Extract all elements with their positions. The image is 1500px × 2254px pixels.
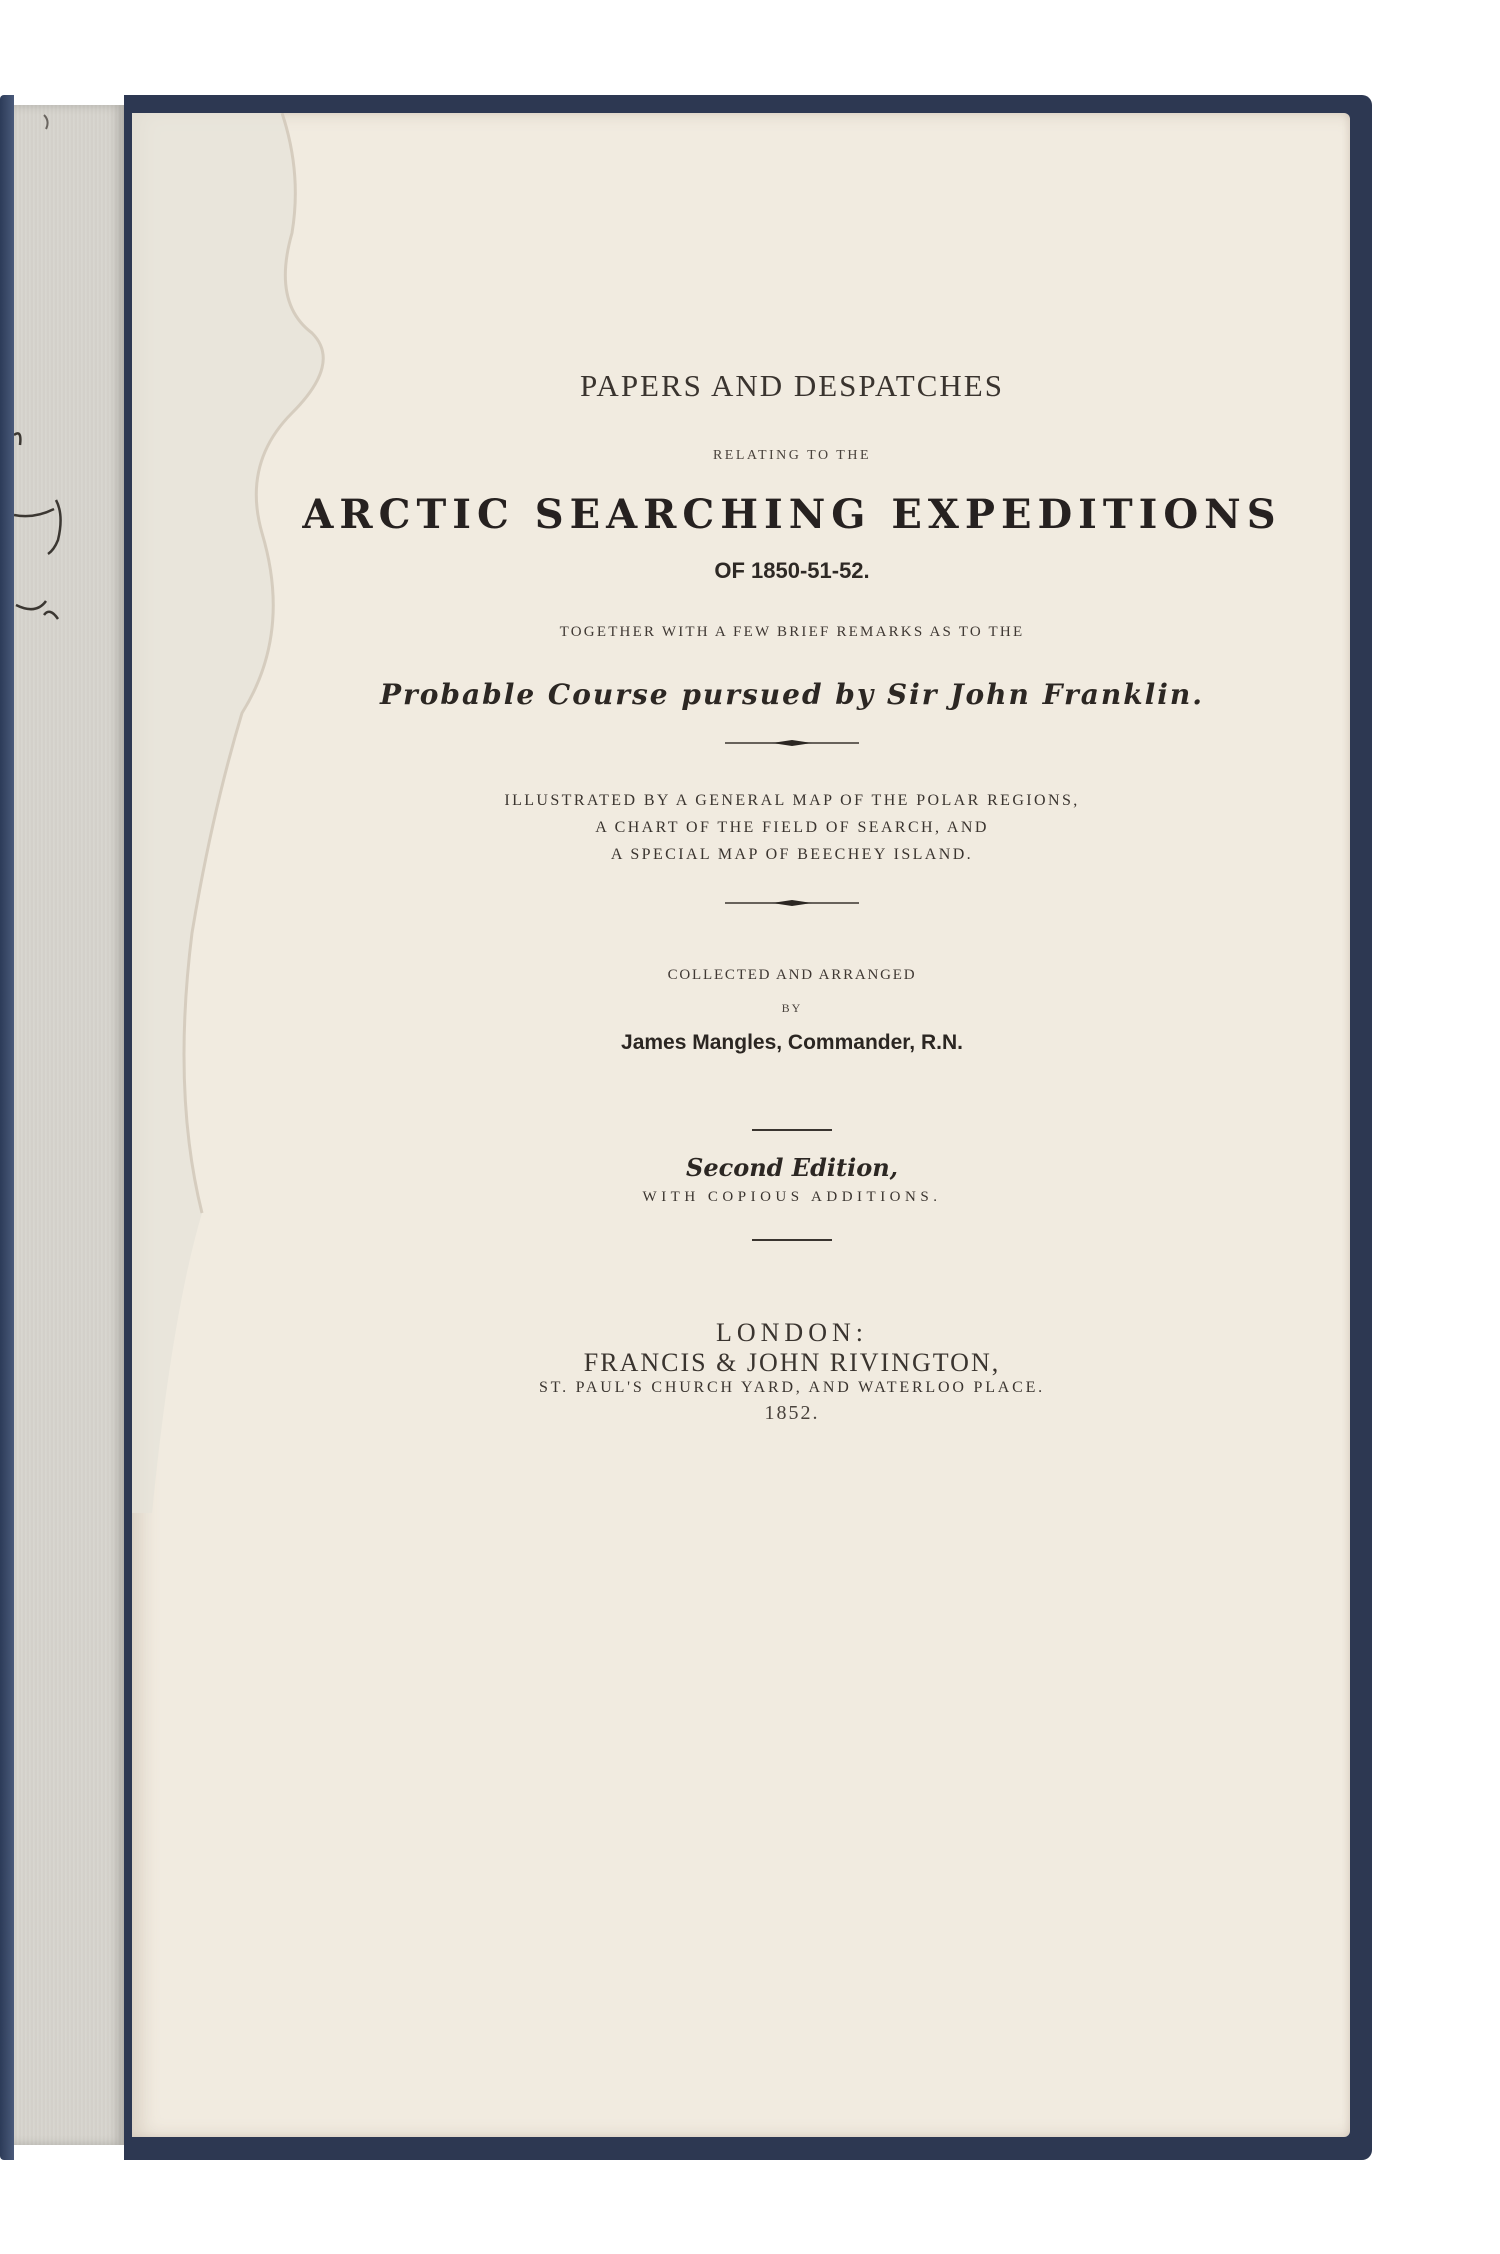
left-cover-edge bbox=[0, 95, 14, 2160]
additions-line: WITH COPIOUS ADDITIONS. bbox=[642, 1189, 942, 1205]
imprint-city: LONDON: bbox=[716, 1318, 868, 1347]
title-page-text bbox=[292, 113, 1292, 2137]
heading-relating: RELATING TO THE bbox=[712, 448, 872, 463]
heading-papers: PAPERS AND DESPATCHES bbox=[580, 368, 1004, 403]
title-page bbox=[132, 113, 1350, 2137]
rule-above-edition bbox=[752, 1129, 832, 1131]
probable-course-line: Probable Course pursued by Sir John Franklin. bbox=[379, 678, 1205, 711]
by-line: BY bbox=[781, 1001, 803, 1015]
imprint-address: ST. PAUL'S CHURCH YARD, AND WATERLOO PLACE. bbox=[538, 1379, 1045, 1396]
imprint-year: 1852. bbox=[764, 1402, 820, 1424]
date-line: OF 1850-51-52. bbox=[714, 558, 870, 583]
book bbox=[0, 95, 1372, 2160]
ornamental-rule-1 bbox=[292, 737, 1292, 749]
illustrated-line-3: A SPECIAL MAP OF BEECHEY ISLAND. bbox=[610, 846, 974, 863]
endpaper bbox=[14, 105, 124, 2145]
edition-line: Second Edition, bbox=[685, 1153, 898, 1182]
handwritten-marks-icon bbox=[14, 105, 124, 2145]
imprint-publisher: FRANCIS & JOHN RIVINGTON, bbox=[583, 1348, 1001, 1377]
together-line: TOGETHER WITH A FEW BRIEF REMARKS AS TO THE bbox=[559, 624, 1025, 640]
main-title: ARCTIC SEARCHING EXPEDITIONS bbox=[302, 491, 1282, 538]
illustrated-line-1: ILLUSTRATED BY A GENERAL MAP OF THE POLAR REGIONS, bbox=[504, 792, 1080, 809]
illustrated-line-2: A CHART OF THE FIELD OF SEARCH, AND bbox=[595, 819, 989, 836]
author-line: James Mangles, Commander, R.N. bbox=[621, 1031, 963, 1054]
collected-line: COLLECTED AND ARRANGED bbox=[667, 967, 917, 983]
ornamental-rule-2 bbox=[292, 897, 1292, 909]
rule-below-edition bbox=[752, 1239, 832, 1241]
